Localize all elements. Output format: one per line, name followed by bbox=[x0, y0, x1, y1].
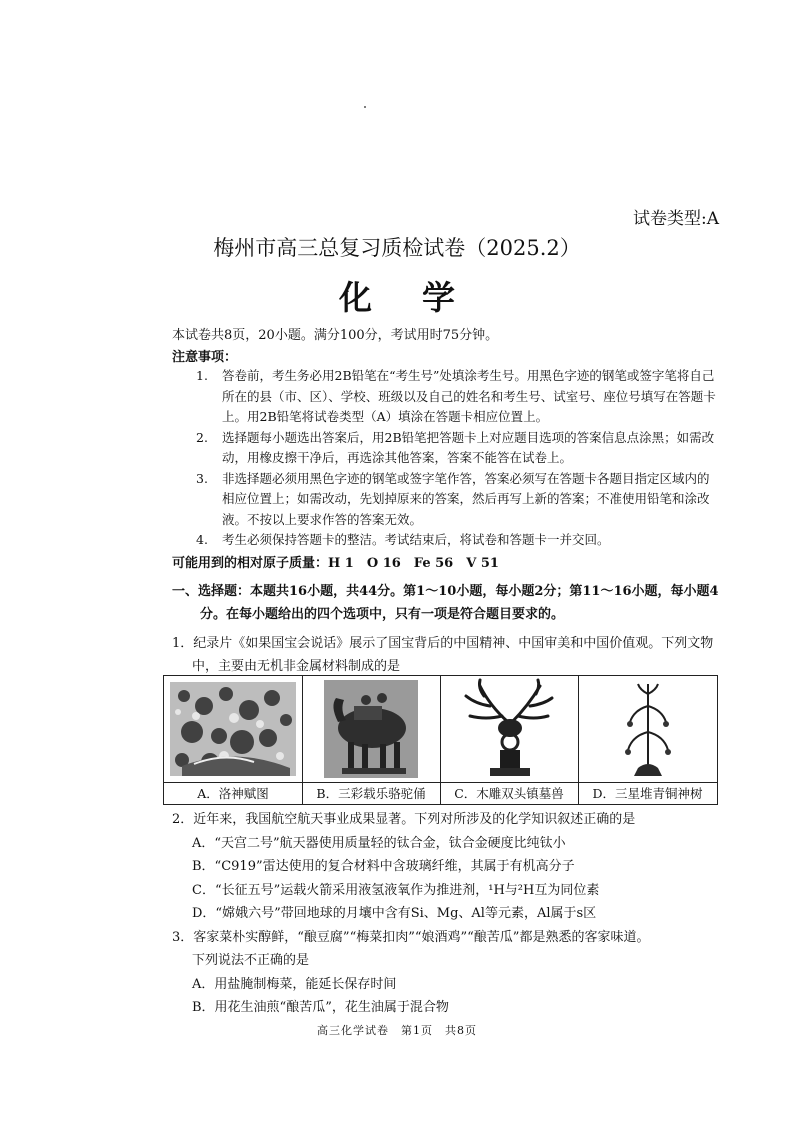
option-c-cell bbox=[440, 676, 579, 804]
note-number: 1. bbox=[196, 368, 208, 383]
option-d-cell bbox=[578, 676, 717, 804]
option-a-cell bbox=[164, 676, 303, 804]
option-b-label: B．三彩载乐骆驼俑 bbox=[316, 786, 426, 801]
note-item bbox=[196, 530, 721, 551]
exam-intro: 本试卷共8页，20小题。满分100分，考试用时75分钟。 bbox=[172, 328, 499, 343]
exam-title: 梅州市高三总复习质检试卷（2025.2） bbox=[213, 236, 581, 260]
atomic-masses: 可能用到的相对原子质量：H 1 O 16 Fe 56 V 51 bbox=[172, 556, 499, 571]
scan-speck bbox=[364, 106, 366, 108]
note-text: 答卷前，考生务必用2B铅笔在“考生号”处填涂考生号。用黑色字迹的钢笔或签字笔将自己所在的县（市、区）、学校、班级以及自己的姓名和考生号、试室号、座位号填写在答题卡上。用2B铅笔将试卷类型（A）填涂在答题卡相应位置上。 bbox=[222, 368, 716, 424]
note-item bbox=[196, 428, 721, 469]
question-3-stem-continued: 下列说法不正确的是 bbox=[192, 953, 310, 968]
note-item bbox=[196, 366, 721, 428]
question-1 bbox=[172, 632, 720, 678]
note-item bbox=[196, 469, 721, 531]
page-footer: 高三化学试卷 第1页 共8页 bbox=[317, 1024, 477, 1037]
painting-image bbox=[164, 676, 302, 783]
question-2-option-b: B．“C919”雷达使用的复合材料中含玻璃纤维，其属于有机高分子 bbox=[192, 859, 575, 874]
section-heading bbox=[172, 580, 722, 626]
note-number: 2. bbox=[196, 429, 208, 445]
question-1-stem: 1．纪录片《如果国宝会说话》展示了国宝背后的中国精神、中国审美和中国价值观。下列文物中，主要由无机非金属材料制成的是 bbox=[172, 636, 714, 674]
question-3-stem: 3．客家菜朴实醇鲜，“酿豆腐”“梅菜扣肉”“娘酒鸡”“酿苦瓜”都是熟悉的客家味道。 bbox=[172, 929, 650, 945]
questions-2-3 bbox=[172, 808, 722, 1020]
bronze-tree-image bbox=[578, 676, 717, 783]
artifact-image-table bbox=[163, 675, 718, 805]
option-c-label: C．木雕双头镇墓兽 bbox=[454, 786, 564, 801]
subject-title: 化学 bbox=[339, 278, 505, 317]
wooden-beast-image bbox=[440, 676, 578, 783]
option-b-cell bbox=[302, 676, 441, 804]
option-d-label: D．三星堆青铜神树 bbox=[592, 786, 703, 801]
note-text: 选择题每小题选出答案后，用2B铅笔把答题卡上对应题目选项的答案信息点涂黑；如需改动，用橡皮擦干净后，再选涂其他答案，答案不能答在试卷上。 bbox=[222, 429, 715, 465]
question-3-option-a: A．用盐腌制梅菜，能延长保存时间 bbox=[192, 976, 397, 992]
note-number: 3. bbox=[196, 470, 208, 486]
question-2-option-a: A．“天宫二号”航天器使用质量轻的钛合金，钛合金硬度比纯钛小 bbox=[192, 835, 566, 851]
question-2-stem: 2．近年来，我国航空航天事业成果显著。下列对所涉及的化学知识叙述正确的是 bbox=[172, 812, 636, 827]
notes-title: 注意事项： bbox=[172, 350, 238, 365]
notes-list bbox=[196, 366, 721, 551]
note-number: 4. bbox=[196, 532, 208, 547]
question-2-option-d: D．“嫦娥六号”带回地球的月壤中含有Si、Mg、Al等元素，Al属于s区 bbox=[192, 906, 597, 921]
section-heading-text: 一、选择题：本题共16小题，共44分。第1～10小题，每小题2分；第11～16小题，每小题4分。在每小题给出的四个选项中，只有一项是符合题目要求的。 bbox=[172, 584, 719, 622]
camel-figurine-image bbox=[302, 676, 440, 783]
option-a-label: A．洛神赋图 bbox=[197, 786, 269, 801]
question-3-option-b: B．用花生油煎“酿苦瓜”，花生油属于混合物 bbox=[192, 1000, 449, 1015]
exam-type: 试卷类型:A bbox=[632, 209, 719, 229]
question-2-option-c: C．“长征五号”运载火箭采用液氢液氧作为推进剂，¹H与²H互为同位素 bbox=[192, 882, 600, 898]
note-text: 非选择题必须用黑色字迹的钢笔或签字笔作答，答案必须写在答题卡各题目指定区域内的相应位置上；如需改动，先划掉原来的答案，然后再写上新的答案；不准使用铅笔和涂改液。不按以上要求作答的答案无效。 bbox=[222, 470, 710, 527]
note-text: 考生必须保持答题卡的整洁。考试结束后，将试卷和答题卡一并交回。 bbox=[222, 532, 610, 547]
